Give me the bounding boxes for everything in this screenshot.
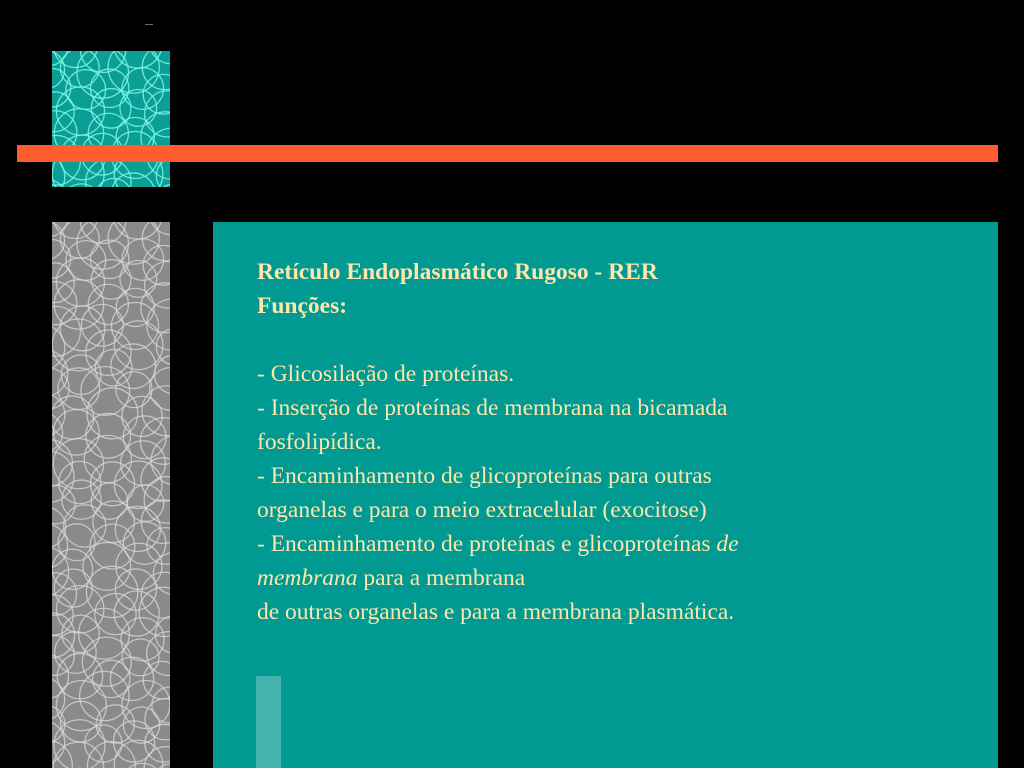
decorative-circle <box>93 501 135 543</box>
function-item-4-emphasis: de membrana <box>257 531 739 591</box>
decorative-circle <box>81 367 130 416</box>
function-item-4-start: - Encaminhamento de proteínas e glicoproteínas <box>257 531 717 557</box>
decorative-circle <box>139 587 170 636</box>
decorative-circle <box>60 701 101 742</box>
decorative-dash <box>145 24 153 25</box>
decorative-circle <box>82 637 131 686</box>
decorative-circle <box>87 742 135 768</box>
circle-pattern-grey <box>52 222 170 768</box>
function-item-4 <box>257 527 757 595</box>
function-item-1: - Glicosilação de proteínas. <box>257 361 515 387</box>
decorative-circle <box>52 325 65 370</box>
slide-text-block <box>257 255 757 629</box>
slide-subtitle: Funções: <box>257 293 348 319</box>
decorative-circle <box>53 222 97 238</box>
decorative-circle <box>154 184 170 187</box>
spacer <box>257 323 757 357</box>
decorative-circle <box>127 485 164 522</box>
function-item-4-end: para a membrana <box>357 565 526 591</box>
decorative-circle <box>61 184 101 187</box>
decorative-circle <box>110 657 153 700</box>
decorative-grey-circles-column <box>52 222 170 768</box>
decorative-circle <box>115 506 160 551</box>
decorative-circle <box>108 222 159 264</box>
function-item-3: - Encaminhamento de glicoproteínas para outras organelas e para o meio extracelular (exocitose) <box>257 463 712 523</box>
decorative-circle <box>60 222 99 258</box>
function-item-4-continuation: de outras organelas e para a membrana plasmática. <box>257 599 735 625</box>
decorative-circle <box>55 632 97 674</box>
decorative-circle <box>53 439 103 489</box>
decorative-circle <box>111 173 156 187</box>
decorative-teal-circles-square <box>52 51 170 187</box>
decorative-circle <box>108 51 159 93</box>
decorative-light-strip <box>256 676 281 768</box>
decorative-circle <box>150 368 170 410</box>
slide-title: Retículo Endoplasmático Rugoso - RER <box>257 259 658 285</box>
decorative-circle <box>142 386 170 436</box>
function-item-2: - Inserção de proteínas de membrana na bicamada fosfolipídica. <box>257 395 728 455</box>
decorative-circle <box>58 524 95 561</box>
decorative-circle <box>60 51 99 87</box>
decorative-orange-bar <box>17 145 998 162</box>
decorative-circle <box>95 593 136 634</box>
decorative-circle <box>53 51 97 67</box>
circle-pattern-teal <box>52 51 170 187</box>
decorative-circle <box>53 409 99 455</box>
decorative-circle <box>121 763 164 768</box>
decorative-circle <box>58 368 100 410</box>
